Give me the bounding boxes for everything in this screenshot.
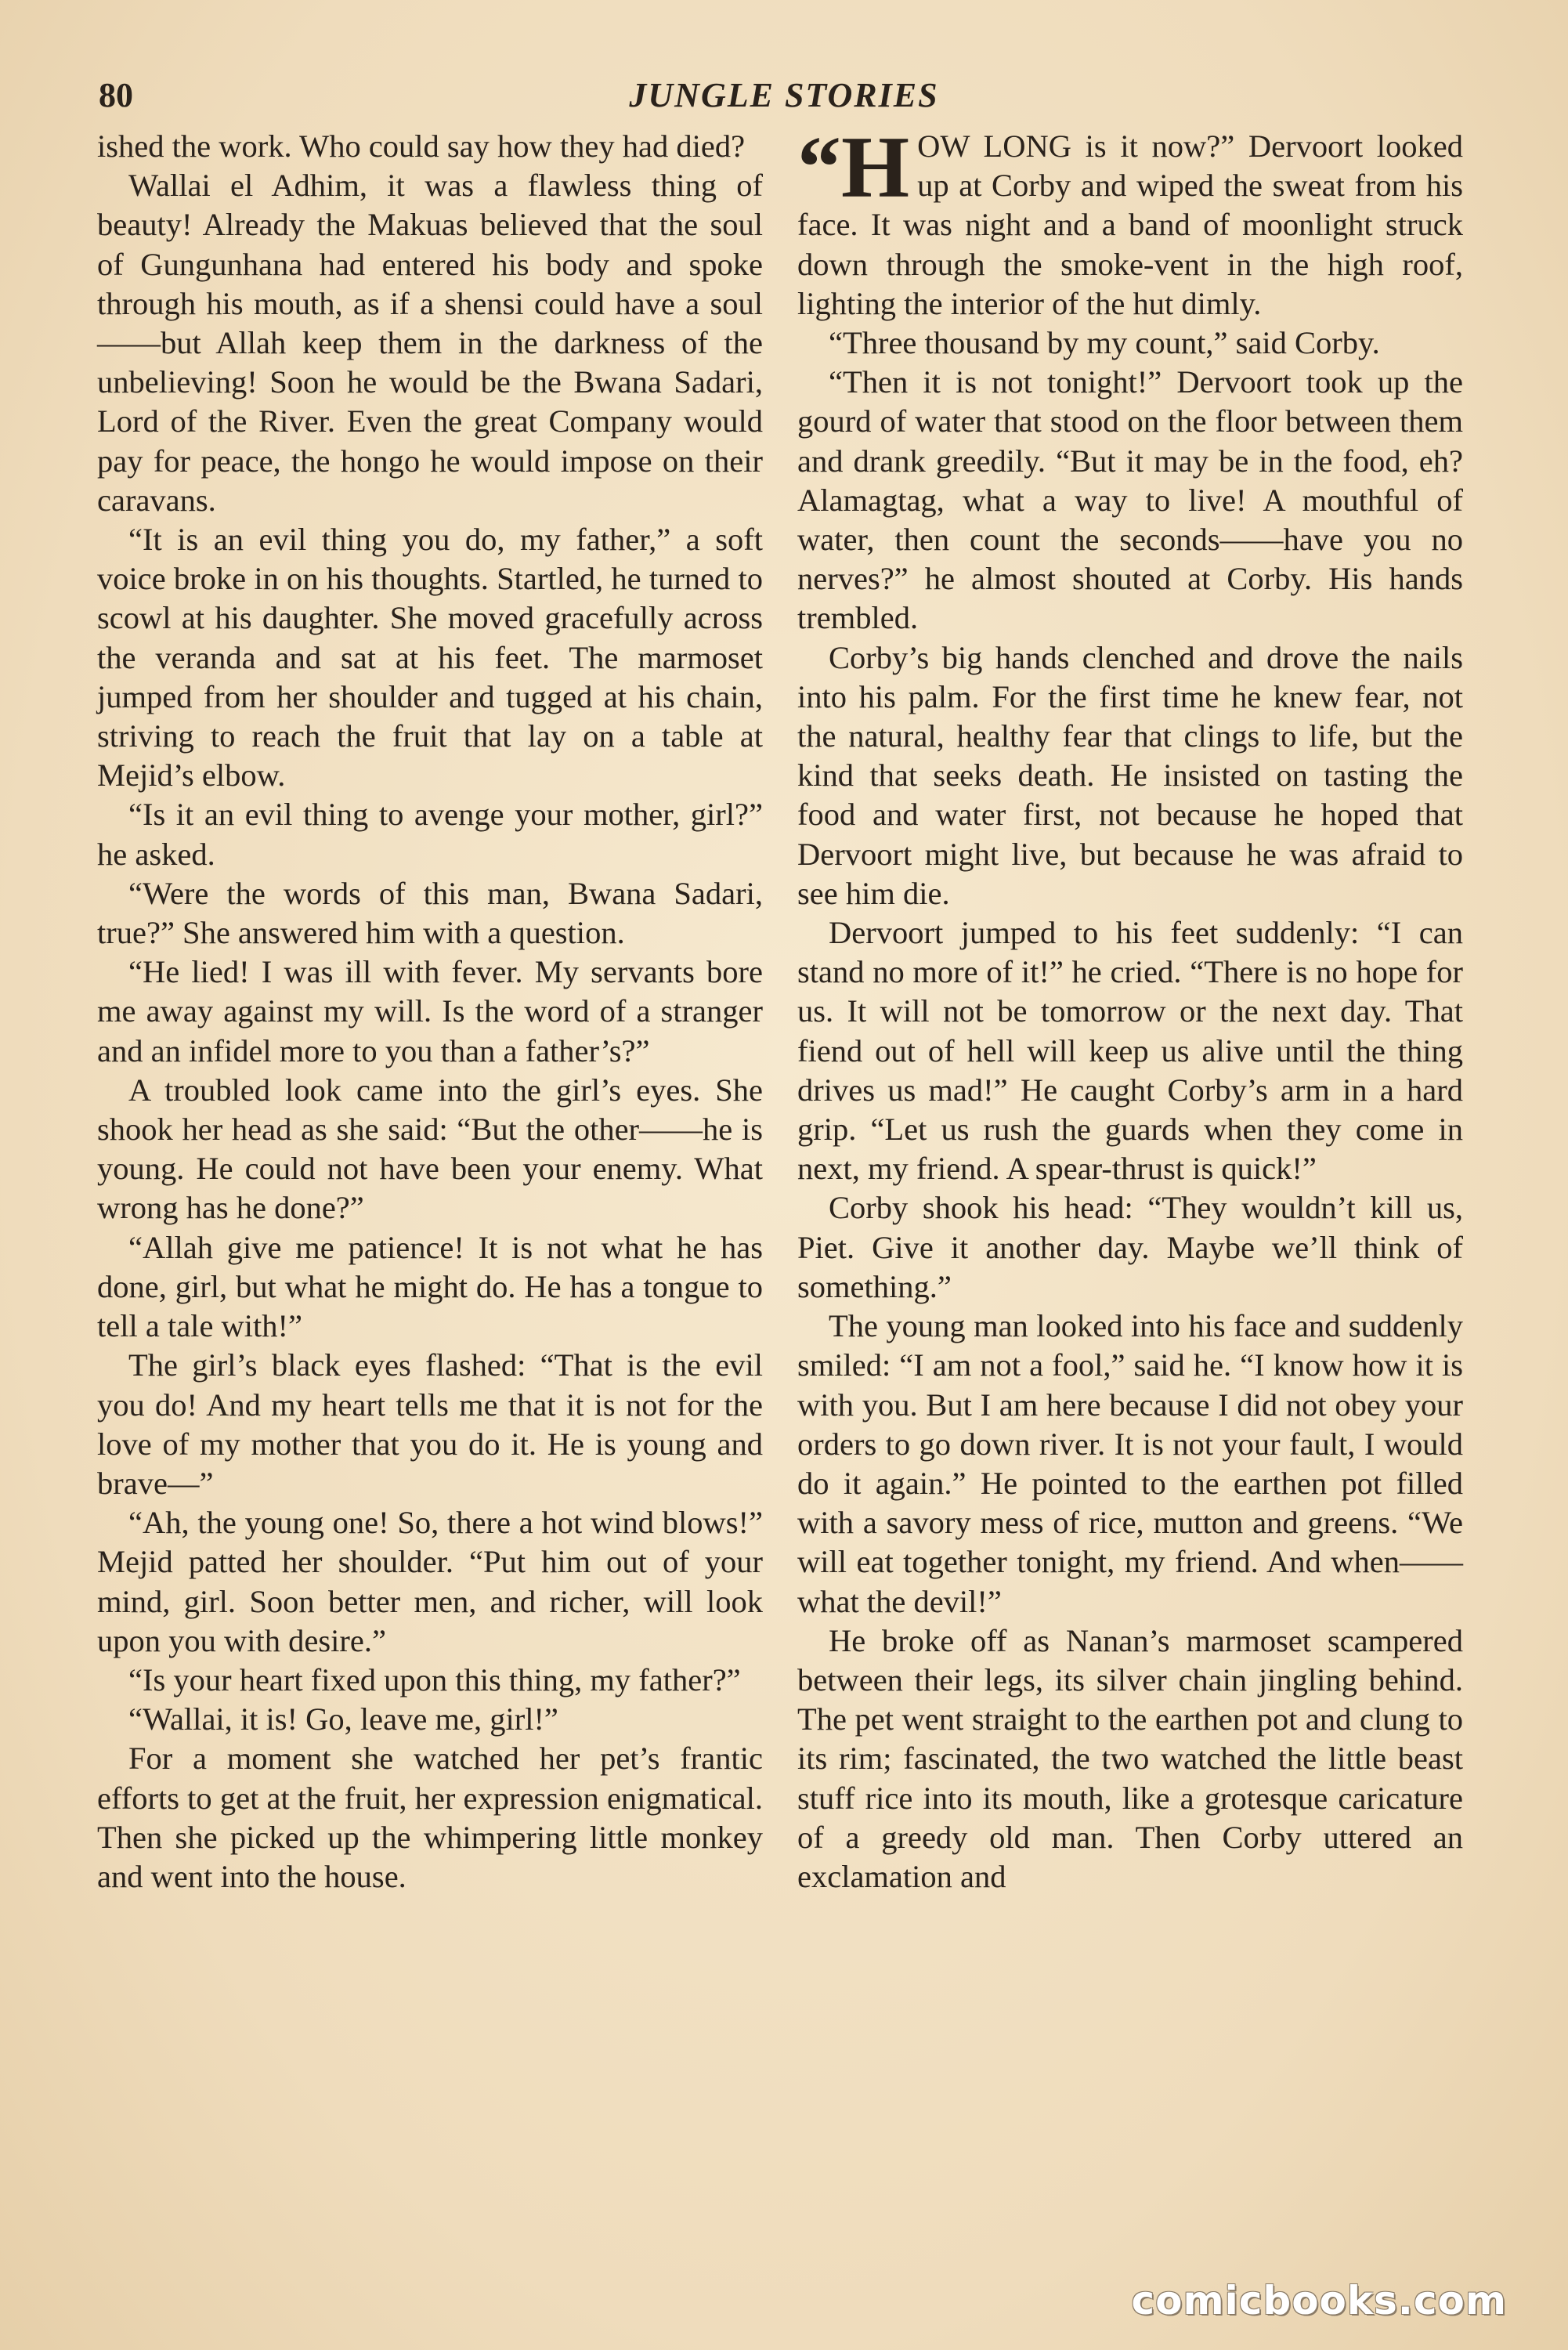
paragraph: “Then it is not tonight!” Dervoort took up the gourd of water that stood on the floor between them and drank greedily. “But it may be in the food, eh? Alamagtag, what a way to live! A mouthful of water, then count the seconds——have you no nerves?” he almost shouted at Corby. His hands trembled. [797, 364, 1463, 636]
paragraph: “Is it an evil thing to avenge your mother, girl?” he asked. [97, 797, 763, 872]
paragraph: He broke off as Nanan’s marmoset scampered between their legs, its silver chain jingling behind. The pet went straight to the earthen pot and clung to its rim; fascinated, the two watched the little beast stuff rice into its mouth, like a grotesque caricature of a greedy old man. Then Corby uttered an exclamation and [797, 1622, 1463, 1894]
opening-paragraph-text: OW LONG is it now?” Dervoort looked up at Corby and wiped the sweat from his face. It was night and a band of moonlight struck down through the smoke-vent in the high roof, lighting the interior of the hut dimly. [797, 128, 1463, 321]
page-header [99, 75, 1469, 122]
paragraph: A troubled look came into the girl’s eyes. She shook her head as she said: “But the other——he is young. He could not have been your enemy. What wrong has he done?” [97, 1072, 763, 1226]
paragraph: “It is an evil thing you do, my father,” a soft voice broke in on his thoughts. Startled, he turned to scowl at his daughter. She moved gracefully across the veranda and sat at his feet. The marmoset jumped from her shoulder and tugged at his chain, striving to reach the fruit that lay on a table at Mejid’s elbow. [97, 522, 763, 794]
paragraph: “He lied! I was ill with fever. My servants bore me away against my will. Is the word of a stranger and an infidel more to you than a father’s?” [97, 954, 763, 1068]
paragraph: Corby shook his head: “They wouldn’t kill us, Piet. Give it another day. Maybe we’ll think of something.” [797, 1190, 1463, 1304]
paragraph: “Is your heart fixed upon this thing, my father?” [128, 1661, 741, 1697]
right-column [797, 119, 1463, 1896]
paragraph: “Three thousand by my count,” said Corby. [829, 325, 1380, 361]
paragraph: The girl’s black eyes flashed: “That is the evil you do! And my heart tells me that it is not for the love of my mother that you do it. He is young and brave—” [97, 1347, 763, 1501]
paragraph: The young man looked into his face and suddenly smiled: “I am not a fool,” said he. “I know how it is with you. But I am here because I did not obey your orders to go down river. It is not your fault, I would do it again.” He pointed to the earthen pot filled with a savory mess of rice, mutton and greens. “We will eat together tonight, my friend. And when——what the devil!” [797, 1308, 1463, 1619]
source-watermark: comicbooks.com [1131, 2278, 1507, 2323]
paragraph: ished the work. Who could say how they had died? [97, 128, 746, 164]
paragraph: “Were the words of this man, Bwana Sadari, true?” She answered him with a question. [97, 875, 763, 951]
paragraph: Wallai el Adhim, it was a flawless thing of beauty! Already the Makuas believed that the soul of Gungunhana had entered his body and spoke through his mouth, as if a shensi could have a soul——but Allah keep them in the darkness of the unbelieving! Soon he would be the Bwana Sadari, Lord of the River. Even the great Company would pay for peace, the hongo he would impose on their caravans. [97, 168, 763, 518]
left-column [97, 127, 763, 1896]
paragraph: Corby’s big hands clenched and drove the nails into his palm. For the first time he knew fear, not the natural, healthy fear that clings to life, but the kind that seeks death. He insisted on tasting the food and water first, not because he hoped that Dervoort might live, but because he was afraid to see him die. [797, 639, 1463, 911]
paragraph: Dervoort jumped to his feet suddenly: “I can stand no more of it!” he cried. “There is no hope for us. It will not be tomorrow or the next day. That fiend out of hell will keep us alive until the thing drives us mad!” He caught Corby’s arm in a hard grip. “Let us rush the guards when they come in next, my friend. A spear-thrust is quick!” [797, 915, 1463, 1187]
paragraph: For a moment she watched her pet’s frantic efforts to get at the fruit, her expression enigmatical. Then she picked up the whimpering little monkey and went into the house. [97, 1741, 763, 1894]
page-number: 80 [99, 76, 133, 114]
paragraph: “Allah give me patience! It is not what he has done, girl, but what he might do. He has a tongue to tell a tale with!” [97, 1229, 763, 1344]
drop-cap [797, 119, 910, 216]
paragraph: “Wallai, it is! Go, leave me, girl!” [128, 1701, 558, 1737]
drop-cap-letter: H [841, 119, 910, 216]
drop-cap-quote: “ [797, 119, 841, 216]
opening-paragraph [797, 119, 1463, 324]
running-title: JUNGLE STORIES [629, 76, 939, 114]
paragraph: “Ah, the young one! So, there a hot wind blows!” Mejid patted her shoulder. “Put him out of your mind, girl. Soon better men, and richer, will look upon you with desire.” [97, 1505, 763, 1658]
